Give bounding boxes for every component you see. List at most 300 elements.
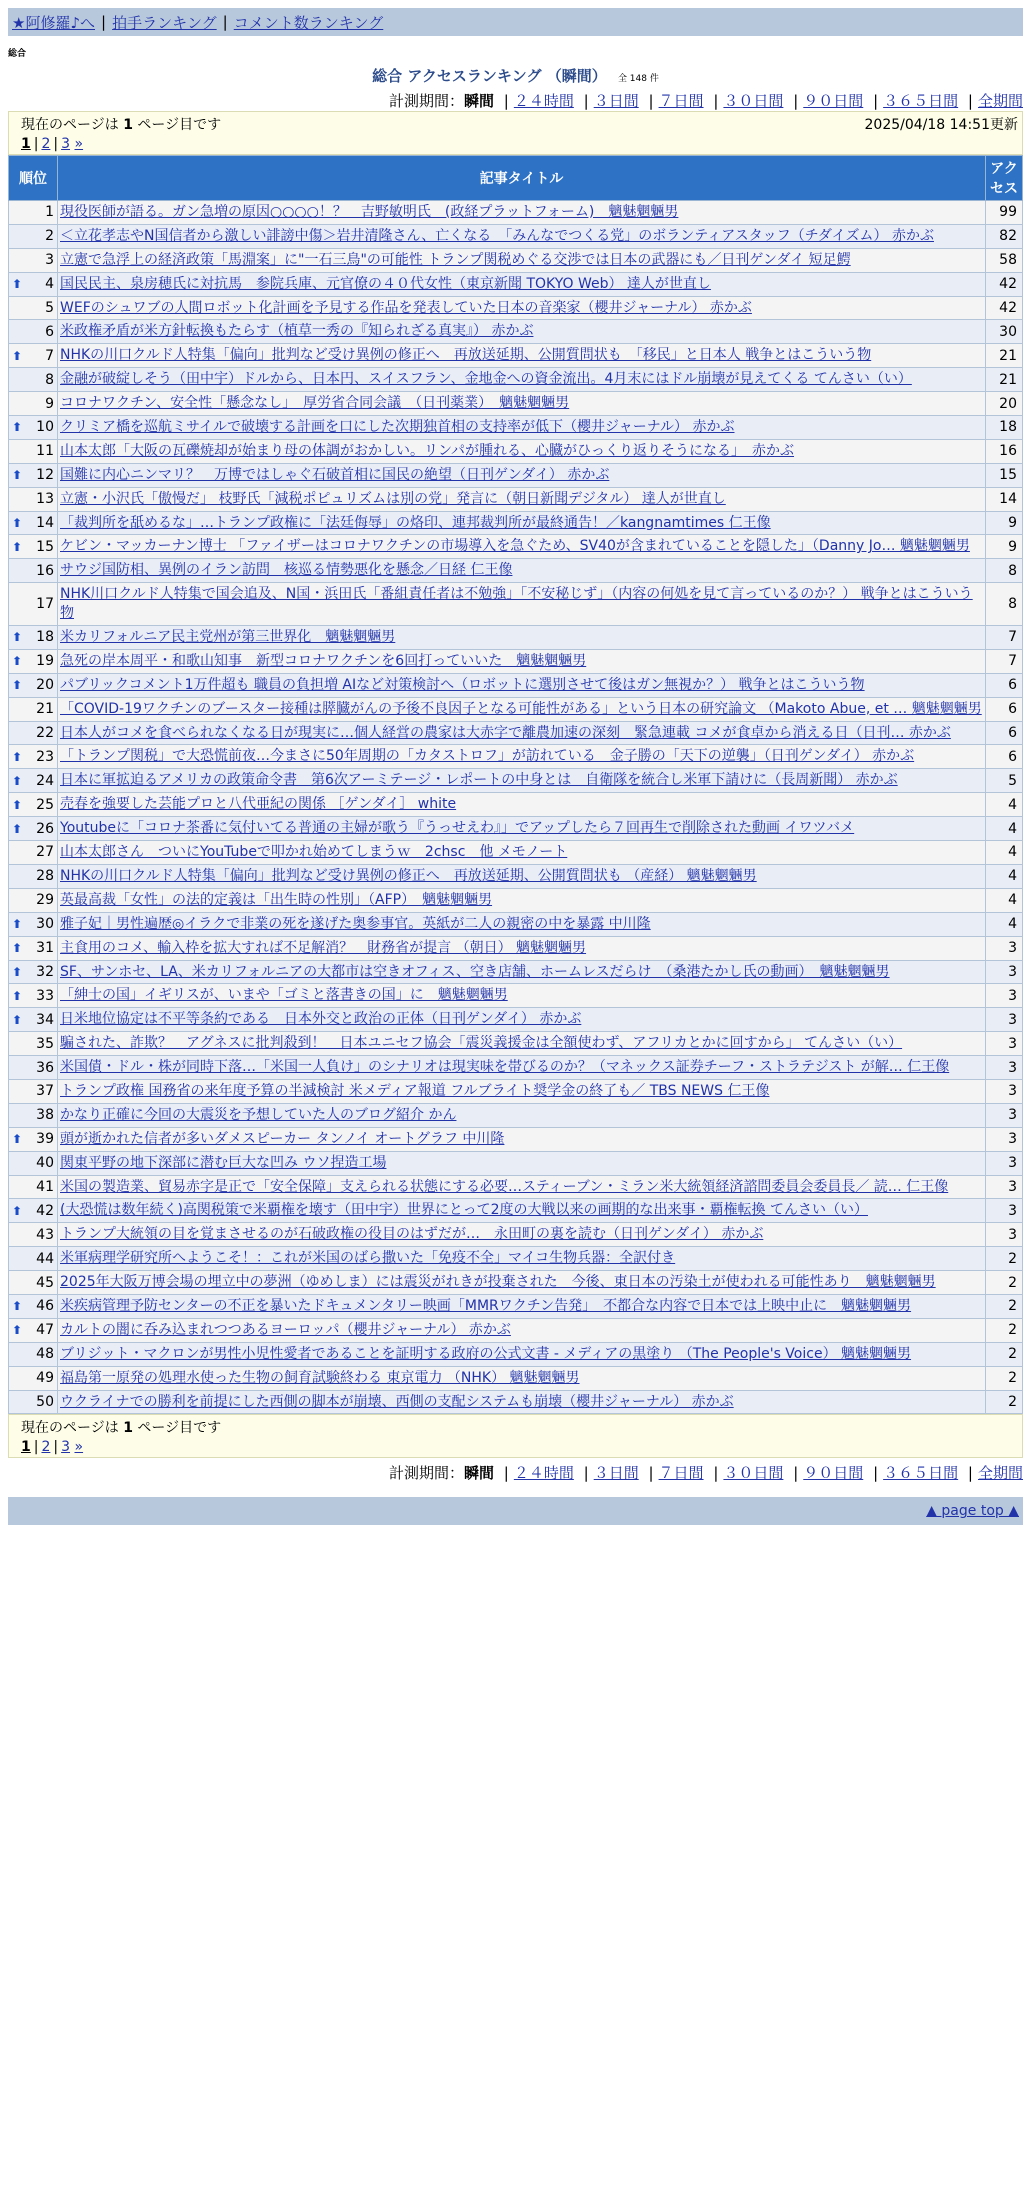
rank-cell — [9, 745, 58, 769]
period-7d[interactable]: ７日間 — [658, 92, 704, 110]
pager-next[interactable]: » — [74, 136, 84, 152]
home-link[interactable]: ★阿修羅♪へ — [12, 13, 96, 32]
rank-number: 5 — [45, 300, 54, 316]
rank-cell — [9, 1294, 58, 1318]
table-row — [9, 936, 1023, 960]
table-row — [9, 1342, 1023, 1366]
rank-number: 9 — [45, 395, 54, 412]
rank-number: 33 — [36, 987, 54, 1004]
up-arrow-icon: ⬆ — [12, 1132, 23, 1147]
rank-number: 25 — [36, 796, 54, 813]
rank-cell — [9, 888, 58, 912]
article-link[interactable]: パブリックコメント1万件超も 職員の負担増 AIなど対策検討へ（ロボットに選別させて後はガン無視か？） 戦争とはこういう物 — [60, 676, 865, 693]
table-row — [9, 1079, 1023, 1103]
up-arrow-icon: ⬆ — [12, 1323, 23, 1338]
rank-cell — [9, 1247, 58, 1271]
table-row — [9, 559, 1023, 583]
rank-cell — [9, 320, 58, 344]
access-count: 3 — [986, 1175, 1023, 1199]
title-cell — [58, 1127, 986, 1151]
ranking-title: 総合 アクセスランキング （瞬間） — [372, 67, 607, 85]
access-count: 99 — [986, 201, 1023, 225]
article-link[interactable]: サウジ国防相、異例のイラン訪問 核巡る情勢悪化を懸念／日経 仁王像 — [60, 562, 513, 579]
rank-cell — [9, 936, 58, 960]
table-row — [9, 344, 1023, 368]
access-count: 7 — [986, 649, 1023, 673]
article-link[interactable]: クリミア橋を巡航ミサイルで破壊する計画を口にした次期独首相の支持率が低下（櫻井ジャーナル） 赤かぶ — [60, 419, 735, 436]
rank-number: 26 — [36, 820, 54, 837]
pager-current: 1 — [21, 1439, 31, 1456]
article-link[interactable]: 日本人がコメを食べられなくなる日が現実に…個人経営の農家は大赤字で離農加速の深刻 緊急連載 コメが食卓から消える日（日刊… 赤かぶ — [60, 724, 951, 741]
access-count: 3 — [986, 984, 1023, 1008]
rank-number: 48 — [36, 1346, 54, 1363]
rank-number: 47 — [36, 1322, 54, 1339]
rank-number: 1 — [45, 204, 54, 221]
article-link[interactable]: ケビン・マッカーナン博士 「ファイザーはコロナワクチンの市場導入を急ぐため、SV40が含まれていることを隠した」（Danny Jo… 魑魅魍魎男 — [60, 538, 970, 555]
period-90d[interactable]: ９０日間 — [803, 92, 864, 110]
separator: | — [222, 13, 228, 31]
access-count: 30 — [986, 320, 1023, 344]
rank-cell — [9, 1151, 58, 1175]
access-count: 6 — [986, 745, 1023, 769]
rank-cell — [9, 1390, 58, 1414]
period-24h[interactable]: ２４時間 — [513, 1464, 574, 1483]
rank-cell — [9, 368, 58, 392]
article-link[interactable]: 「COVID-19ワクチンのブースター接種は膵臓がんの予後不良因子となる可能性がある」という日本の研究論文 （Makoto Abue, et … 魑魅魍魎男 — [60, 700, 982, 717]
rank-number: 3 — [45, 252, 54, 269]
rank-number: 37 — [36, 1083, 54, 1100]
up-arrow-icon: ⬆ — [12, 654, 23, 669]
period-label: 計測期間： — [388, 92, 464, 110]
table-row — [9, 320, 1023, 344]
table-row — [9, 1247, 1023, 1271]
period-all[interactable]: 全期間 — [977, 1464, 1023, 1483]
article-link[interactable]: 米政権矛盾が米方針転換もたらす（植草一秀の『知られざる真実』） 赤かぶ — [60, 323, 534, 340]
article-link[interactable]: 山本太郎さん ついにYouTubeで叩かれ始めてしまうｗ 2chsc 他 メモノート — [60, 844, 568, 861]
article-link[interactable]: NHKの川口クルド人特集「偏向」批判など受け異例の修正へ 再放送延期、公開質問状も （産経） 魑魅魍魎男 — [60, 867, 757, 884]
rank-number: 18 — [36, 629, 54, 646]
title-cell — [58, 769, 986, 793]
access-count: 9 — [986, 535, 1023, 559]
article-link[interactable]: トランプ大統領の目を覚まさせるのが石破政権の役目のはずだが… 永田町の裏を読む（日刊ゲンダイ） 赤かぶ — [60, 1226, 764, 1243]
access-count: 3 — [986, 1127, 1023, 1151]
period-3d[interactable]: ３日間 — [593, 1464, 639, 1483]
title-cell — [58, 463, 986, 487]
access-count: 3 — [986, 1151, 1023, 1175]
title-cell — [58, 793, 986, 817]
rank-number: 35 — [36, 1035, 54, 1052]
access-count: 15 — [986, 463, 1023, 487]
article-link[interactable]: 「トランプ関税」で大恐慌前夜…今まさに50年周期の「カタストロフ」が訪れている 金子勝の「天下の逆襲」（日刊ゲンダイ） 赤かぶ — [60, 748, 915, 765]
rank-number: 46 — [36, 1298, 54, 1315]
table-row — [9, 817, 1023, 841]
up-arrow-icon: ⬆ — [12, 1299, 23, 1314]
rank-number: 31 — [36, 940, 54, 957]
article-link[interactable]: SF、サンホセ、LA、米カリフォルニアの大都市は空きオフィス、空き店舗、ホームレスだらけ （桑港たかし氏の動画） 魑魅魍魎男 — [60, 963, 890, 980]
rank-cell — [9, 535, 58, 559]
table-row — [9, 745, 1023, 769]
title-cell — [58, 392, 986, 416]
title-cell — [58, 817, 986, 841]
article-link[interactable]: 福島第一原発の処理水使った生物の飼育試験終わる 東京電力 （NHK） 魑魅魍魎男 — [60, 1369, 580, 1386]
rank-number: 7 — [45, 347, 54, 364]
title-cell — [58, 296, 986, 320]
title-cell — [58, 1366, 986, 1390]
title-cell — [58, 559, 986, 583]
pager-top: 1 | 2 | 3 » — [21, 136, 84, 152]
table-row — [9, 439, 1023, 463]
rank-number: 13 — [36, 491, 54, 508]
rank-cell — [9, 793, 58, 817]
table-row — [9, 841, 1023, 865]
period-365d[interactable]: ３６５日間 — [883, 1464, 959, 1483]
article-link[interactable]: 現役医師が語る。ガン急増の原因○○○○！？ 吉野敏明氏 (政経プラットフォーム) 魑魅魍魎男 — [60, 204, 679, 220]
title-cell — [58, 439, 986, 463]
rank-number: 41 — [36, 1178, 54, 1195]
title-cell — [58, 960, 986, 984]
table-row — [9, 1056, 1023, 1080]
table-row — [9, 1151, 1023, 1175]
table-row — [9, 487, 1023, 511]
rank-number: 45 — [36, 1274, 54, 1291]
rank-number: 34 — [36, 1011, 54, 1028]
rank-cell — [9, 392, 58, 416]
table-row — [9, 1199, 1023, 1223]
up-arrow-icon: ⬆ — [12, 964, 23, 979]
article-link[interactable]: NHK川口クルド人特集で国会追及、N国・浜田氏「番組責任者は不勉強」「不安秘じず」（内容の何処を見て言っているのか？） 戦争とはこういう物 — [60, 586, 973, 622]
table-row — [9, 1318, 1023, 1342]
title-cell — [58, 320, 986, 344]
top-nav-bar — [8, 8, 1023, 36]
article-link[interactable]: NHKの川口クルド人特集「偏向」批判など受け異例の修正へ 再放送延期、公開質問状も 「移民」と日本人 戦争とはこういう物 — [60, 347, 872, 364]
rank-cell — [9, 559, 58, 583]
rank-cell — [9, 1366, 58, 1390]
title-cell — [58, 1008, 986, 1032]
rank-number: 11 — [36, 443, 54, 460]
rank-cell — [9, 1271, 58, 1295]
article-link[interactable]: ブリジット・マクロンが男性小児性愛者であることを証明する政府の公式文書 - メディアの黒塗り （The People's Voice） 魑魅魍魎男 — [60, 1345, 912, 1362]
up-arrow-icon: ⬆ — [12, 678, 23, 693]
table-row — [9, 1175, 1023, 1199]
article-link[interactable]: 主食用のコメ、輸入枠を拡大すれば不足解消？ 財務省が提言 （朝日） 魑魅魍魎男 — [60, 939, 587, 956]
rank-cell — [9, 1199, 58, 1223]
applause-ranking-link[interactable]: 拍手ランキング — [112, 13, 217, 32]
up-arrow-icon: ⬆ — [12, 941, 23, 956]
up-arrow-icon: ⬆ — [12, 773, 23, 788]
table-row — [9, 535, 1023, 559]
title-cell — [58, 936, 986, 960]
page — [8, 8, 1023, 1525]
title-cell — [58, 1318, 986, 1342]
article-link[interactable]: 2025年大阪万博会場の埋立中の夢洲（ゆめしま）には震災がれきが投棄された 今後、東日本の汚染土が使われる可能性あり 魑魅魍魎男 — [60, 1274, 936, 1291]
rank-cell — [9, 817, 58, 841]
title-cell — [58, 535, 986, 559]
period-365d[interactable]: ３６５日間 — [883, 92, 959, 110]
title-cell — [58, 1342, 986, 1366]
article-link[interactable]: かなり正確に今回の大震災を予想していた人のブログ紹介 かん — [60, 1106, 457, 1123]
access-count: 4 — [986, 912, 1023, 936]
period-30d[interactable]: ３０日間 — [723, 1464, 784, 1483]
title-cell — [58, 1032, 986, 1056]
access-count: 4 — [986, 817, 1023, 841]
article-link[interactable]: 山本太郎「大阪の瓦礫焼却が始まり母の体調がおかしい。リンパが腫れる、心臓がひっくり返りそうになる」 赤かぶ — [60, 442, 795, 459]
access-count: 3 — [986, 1056, 1023, 1080]
article-link[interactable]: 立憲・小沢氏「傲慢だ」 枝野氏「減税ポピュリズムは別の党」発言に（朝日新聞デジタル） 達人が世直し — [60, 490, 726, 507]
rank-number: 28 — [36, 868, 54, 885]
rank-number: 22 — [36, 725, 54, 742]
title-cell — [58, 1271, 986, 1295]
access-count: 4 — [986, 888, 1023, 912]
up-arrow-icon: ⬆ — [12, 797, 23, 812]
access-count: 3 — [986, 960, 1023, 984]
up-arrow-icon: ⬆ — [12, 1203, 23, 1218]
article-link[interactable]: 国難に内心ニンマリ？ 万博ではしゃぐ石破首相に国民の絶望（日刊ゲンダイ） 赤かぶ — [60, 466, 610, 483]
title-cell — [58, 1056, 986, 1080]
rank-cell — [9, 864, 58, 888]
access-count: 4 — [986, 793, 1023, 817]
table-row — [9, 769, 1023, 793]
article-link[interactable]: 米国の製造業、貿易赤字是正で「安全保障」支えられる状態にする必要…スティーブン・ミラン米大統領経済諮問委員会委員長／ 読… 仁王像 — [60, 1178, 949, 1195]
article-link[interactable]: 「裁判所を舐めるな」…トランプ政権に「法廷侮辱」の烙印、連邦裁判所が最終通告！／kangnamtimes 仁王像 — [60, 514, 771, 531]
rank-cell — [9, 272, 58, 296]
article-link[interactable]: (大恐慌は数年続く)高関税策で米覇権を壊す（田中宇）世界にとって2度の大戦以来の画期的な出来事・覇権転換 てんさい（い） — [60, 1202, 868, 1219]
period-30d[interactable]: ３０日間 — [723, 92, 784, 110]
period-3d[interactable]: ３日間 — [593, 92, 639, 110]
article-link[interactable]: 騙された、詐欺？ アグネスに批判殺到！ 日本ユニセフ協会「震災義援金は全額使わず、アフリカとかに回すから」 てんさい（い） — [60, 1035, 903, 1052]
up-arrow-icon: ⬆ — [12, 917, 23, 932]
rank-cell — [9, 673, 58, 697]
access-count: 6 — [986, 721, 1023, 745]
article-link[interactable]: Youtubeに「コロナ茶番に気付いてる普通の主婦が歌う『うっせえわ』」でアップしたら７回再生で削除された動画 イワツバメ — [60, 820, 855, 837]
rank-cell — [9, 201, 58, 225]
rank-cell — [9, 1056, 58, 1080]
access-count: 8 — [986, 583, 1023, 626]
rank-cell — [9, 1223, 58, 1247]
access-count: 2 — [986, 1390, 1023, 1414]
article-link[interactable]: 米国債・ドル・株が同時下落…「米国一人負け」のシナリオは現実味を帯びるのか？（マネックス証券チーフ・ストラテジスト が解… 仁王像 — [60, 1059, 950, 1076]
title-cell — [58, 1103, 986, 1127]
access-count: 4 — [986, 841, 1023, 865]
article-link[interactable]: 米カリフォルニア民主党州が第三世界化 魑魅魍魎男 — [60, 629, 396, 646]
title-cell — [58, 344, 986, 368]
title-cell — [58, 224, 986, 248]
article-link[interactable]: 日本に軍拡迫るアメリカの政策命令書 第6次アーミテージ・レポートの中身とは 自衛隊を統合し米軍下請けに（長周新聞） 赤かぶ — [60, 772, 898, 789]
access-count: 6 — [986, 673, 1023, 697]
article-link[interactable]: 金融が破綻しそう（田中宇）ドルから、日本円、スイスフラン、金地金への資金流出。4月末にはドル崩壊が見えてくる てんさい（い） — [60, 371, 912, 388]
article-link[interactable]: 英最高裁「女性」の法的定義は「出生時の性別」（AFP） 魑魅魍魎男 — [60, 891, 493, 908]
table-row — [9, 463, 1023, 487]
title-cell — [58, 1247, 986, 1271]
title-cell — [58, 201, 986, 225]
access-count: 3 — [986, 1199, 1023, 1223]
table-row — [9, 201, 1023, 225]
table-row — [9, 1127, 1023, 1151]
rank-number: 43 — [36, 1226, 54, 1243]
table-row — [9, 888, 1023, 912]
access-count: 21 — [986, 368, 1023, 392]
access-count: 2 — [986, 1318, 1023, 1342]
title-cell — [58, 248, 986, 272]
access-count: 42 — [986, 272, 1023, 296]
article-link[interactable]: WEFのシュワブの人間ロボット化計画を予見する作品を発表していた日本の音楽家（櫻井ジャーナル） 赤かぶ — [60, 299, 752, 316]
rank-number: 42 — [36, 1202, 54, 1219]
rank-number: 12 — [36, 467, 54, 484]
pager-page-2[interactable]: 2 — [41, 136, 51, 152]
rank-cell — [9, 1032, 58, 1056]
title-cell — [58, 673, 986, 697]
total-count: 全 148 件 — [617, 74, 659, 84]
article-link[interactable]: 米疾病管理予防センターの不正を暴いたドキュメンタリー映画「MMRワクチン告発」 不都合な内容で日本では上映中止に 魑魅魍魎男 — [60, 1297, 912, 1314]
access-count: 58 — [986, 248, 1023, 272]
title-cell — [58, 912, 986, 936]
table-row — [9, 368, 1023, 392]
rank-cell — [9, 1127, 58, 1151]
article-link[interactable]: 頭が逝かれた信者が多いダメスピーカー タンノイ オートグラフ 中川隆 — [60, 1130, 505, 1147]
rank-cell — [9, 626, 58, 650]
page-info-bottom — [8, 1414, 1023, 1458]
rank-number: 15 — [36, 538, 54, 555]
access-count: 42 — [986, 296, 1023, 320]
period-all[interactable]: 全期間 — [977, 92, 1023, 110]
access-count: 3 — [986, 1032, 1023, 1056]
rank-cell — [9, 1342, 58, 1366]
rank-cell — [9, 1079, 58, 1103]
pager-bottom: 1 | 2 | 3 » — [21, 1439, 84, 1456]
rank-cell — [9, 1318, 58, 1342]
access-count: 21 — [986, 344, 1023, 368]
title-cell — [58, 626, 986, 650]
table-row — [9, 1032, 1023, 1056]
table-row — [9, 984, 1023, 1008]
rank-cell — [9, 697, 58, 721]
title-cell — [58, 272, 986, 296]
pager-page-3[interactable]: 3 — [61, 136, 71, 152]
article-link[interactable]: 米軍病理学研究所へようこそ！：これが米国のばら撒いた「免疫不全」マイコ生物兵器：全訳付き — [60, 1250, 676, 1267]
article-link[interactable]: 「紳士の国」イギリスが、いまや「ゴミと落書きの国」に 魑魅魍魎男 — [60, 987, 508, 1004]
title-cell — [58, 1175, 986, 1199]
rank-number: 36 — [36, 1059, 54, 1076]
article-link[interactable]: ウクライナでの勝利を前提にした西側の脚本が崩壊、西側の支配システムも崩壊（櫻井ジャーナル） 赤かぶ — [60, 1393, 734, 1410]
rank-cell — [9, 1008, 58, 1032]
access-count: 8 — [986, 559, 1023, 583]
col-title-header: 記事タイトル — [58, 156, 986, 201]
rank-cell — [9, 984, 58, 1008]
rank-number: 39 — [36, 1131, 54, 1148]
period-90d[interactable]: ９０日間 — [803, 1464, 864, 1483]
table-row — [9, 721, 1023, 745]
article-link[interactable]: 立憲で急浮上の経済政策「馬淵案」に"一石三鳥"の可能性 トランプ関税めぐる交渉では日本の武器にも／日刊ゲンダイ 短足鰐 — [60, 251, 851, 268]
article-link[interactable]: 売春を強要した芸能プロと八代亜紀の関係 ［ゲンダイ］ white — [60, 796, 457, 813]
rank-number: 32 — [36, 963, 54, 980]
article-link[interactable]: 関東平野の地下深部に潜む巨大な凹み ウソ捏造工場 — [60, 1154, 387, 1171]
up-arrow-icon: ⬆ — [12, 539, 23, 554]
period-24h[interactable]: ２４時間 — [513, 92, 574, 110]
access-count: 20 — [986, 392, 1023, 416]
access-count: 2 — [986, 1342, 1023, 1366]
rank-number: 8 — [45, 371, 54, 388]
rank-cell — [9, 463, 58, 487]
rank-number: 20 — [36, 677, 54, 694]
rank-number: 17 — [36, 596, 54, 613]
page-info-text: 現在のページは 1 ページ目です — [21, 117, 222, 133]
period-7d[interactable]: ７日間 — [658, 1464, 704, 1483]
period-current: 瞬間 — [463, 92, 494, 110]
article-link[interactable]: ＜立花孝志やN国信者から激しい誹謗中傷＞岩井清隆さん、亡くなる 「みんなでつくる党」のボランティアスタッフ（チダイズム） 赤かぶ — [60, 227, 934, 244]
title-cell — [58, 1151, 986, 1175]
title-cell — [58, 745, 986, 769]
page-top-link[interactable]: ▲ page top ▲ — [926, 1503, 1019, 1520]
article-link[interactable]: 雅子妃｜男性遍歴◎イラクで非業の死を遂げた奥参事官。英紙が二人の親密の中を暴露 中川隆 — [60, 915, 651, 932]
pager-next[interactable]: » — [74, 1439, 84, 1456]
access-count: 3 — [986, 936, 1023, 960]
article-link[interactable]: 日米地位協定は不平等条約である 日本外交と政治の正体（日刊ゲンダイ） 赤かぶ — [60, 1011, 582, 1028]
table-row — [9, 626, 1023, 650]
up-arrow-icon: ⬆ — [12, 277, 23, 292]
rank-number: 14 — [36, 515, 54, 532]
page-info-text: 現在のページは 1 ページ目です — [21, 1420, 222, 1437]
rank-number: 30 — [36, 916, 54, 933]
access-count: 2 — [986, 1366, 1023, 1390]
title-cell — [58, 888, 986, 912]
rank-number: 23 — [36, 748, 54, 765]
article-link[interactable]: コロナワクチン、安全性「懸念なし」 厚労省合同会議 （日刊薬業） 魑魅魍魎男 — [60, 395, 570, 412]
pager-page-3[interactable]: 3 — [61, 1439, 71, 1456]
table-row — [9, 1103, 1023, 1127]
access-count: 3 — [986, 1103, 1023, 1127]
rank-number: 27 — [36, 844, 54, 861]
table-row — [9, 960, 1023, 984]
title-cell — [58, 984, 986, 1008]
rank-number: 24 — [36, 772, 54, 789]
access-count: 5 — [986, 769, 1023, 793]
rank-number: 10 — [36, 419, 54, 436]
access-count: 2 — [986, 1271, 1023, 1295]
table-row — [9, 673, 1023, 697]
article-link[interactable]: トランプ政権 国務省の来年度予算の半減検討 米メディア報道 フルブライト奨学金の終了も／ TBS NEWS 仁王像 — [60, 1082, 770, 1099]
access-count: 3 — [986, 1079, 1023, 1103]
rank-number: 38 — [36, 1107, 54, 1124]
table-row — [9, 1008, 1023, 1032]
rank-number: 16 — [36, 562, 54, 579]
ranking-body — [9, 201, 1023, 1414]
article-link[interactable]: カルトの闇に呑み込まれつつあるヨーロッパ（櫻井ジャーナル） 赤かぶ — [60, 1321, 511, 1338]
table-row — [9, 224, 1023, 248]
pager-current: 1 — [21, 136, 31, 152]
rank-cell — [9, 224, 58, 248]
comment-ranking-link[interactable]: コメント数ランキング — [233, 13, 384, 32]
rank-number: 29 — [36, 892, 54, 909]
rank-cell — [9, 583, 58, 626]
table-row — [9, 392, 1023, 416]
title-cell — [58, 1079, 986, 1103]
rank-cell — [9, 416, 58, 440]
access-count: 3 — [986, 1223, 1023, 1247]
title-cell — [58, 511, 986, 535]
title-cell — [58, 864, 986, 888]
table-row — [9, 864, 1023, 888]
table-row — [9, 296, 1023, 320]
up-arrow-icon: ⬆ — [12, 1012, 23, 1027]
rank-number: 21 — [36, 701, 54, 718]
up-arrow-icon: ⬆ — [12, 348, 23, 363]
table-row — [9, 1223, 1023, 1247]
pager-page-2[interactable]: 2 — [41, 1439, 51, 1456]
article-link[interactable]: 急死の岸本周平・和歌山知事 新型コロナワクチンを6回打っていいた 魑魅魍魎男 — [60, 652, 587, 669]
rank-number: 19 — [36, 653, 54, 670]
article-link[interactable]: 国民民主、泉房穂氏に対抗馬 参院兵庫、元官僚の４０代女性（東京新聞 TOKYO Web） 達人が世直し — [60, 275, 711, 292]
rank-number: 40 — [36, 1155, 54, 1172]
access-count: 4 — [986, 864, 1023, 888]
